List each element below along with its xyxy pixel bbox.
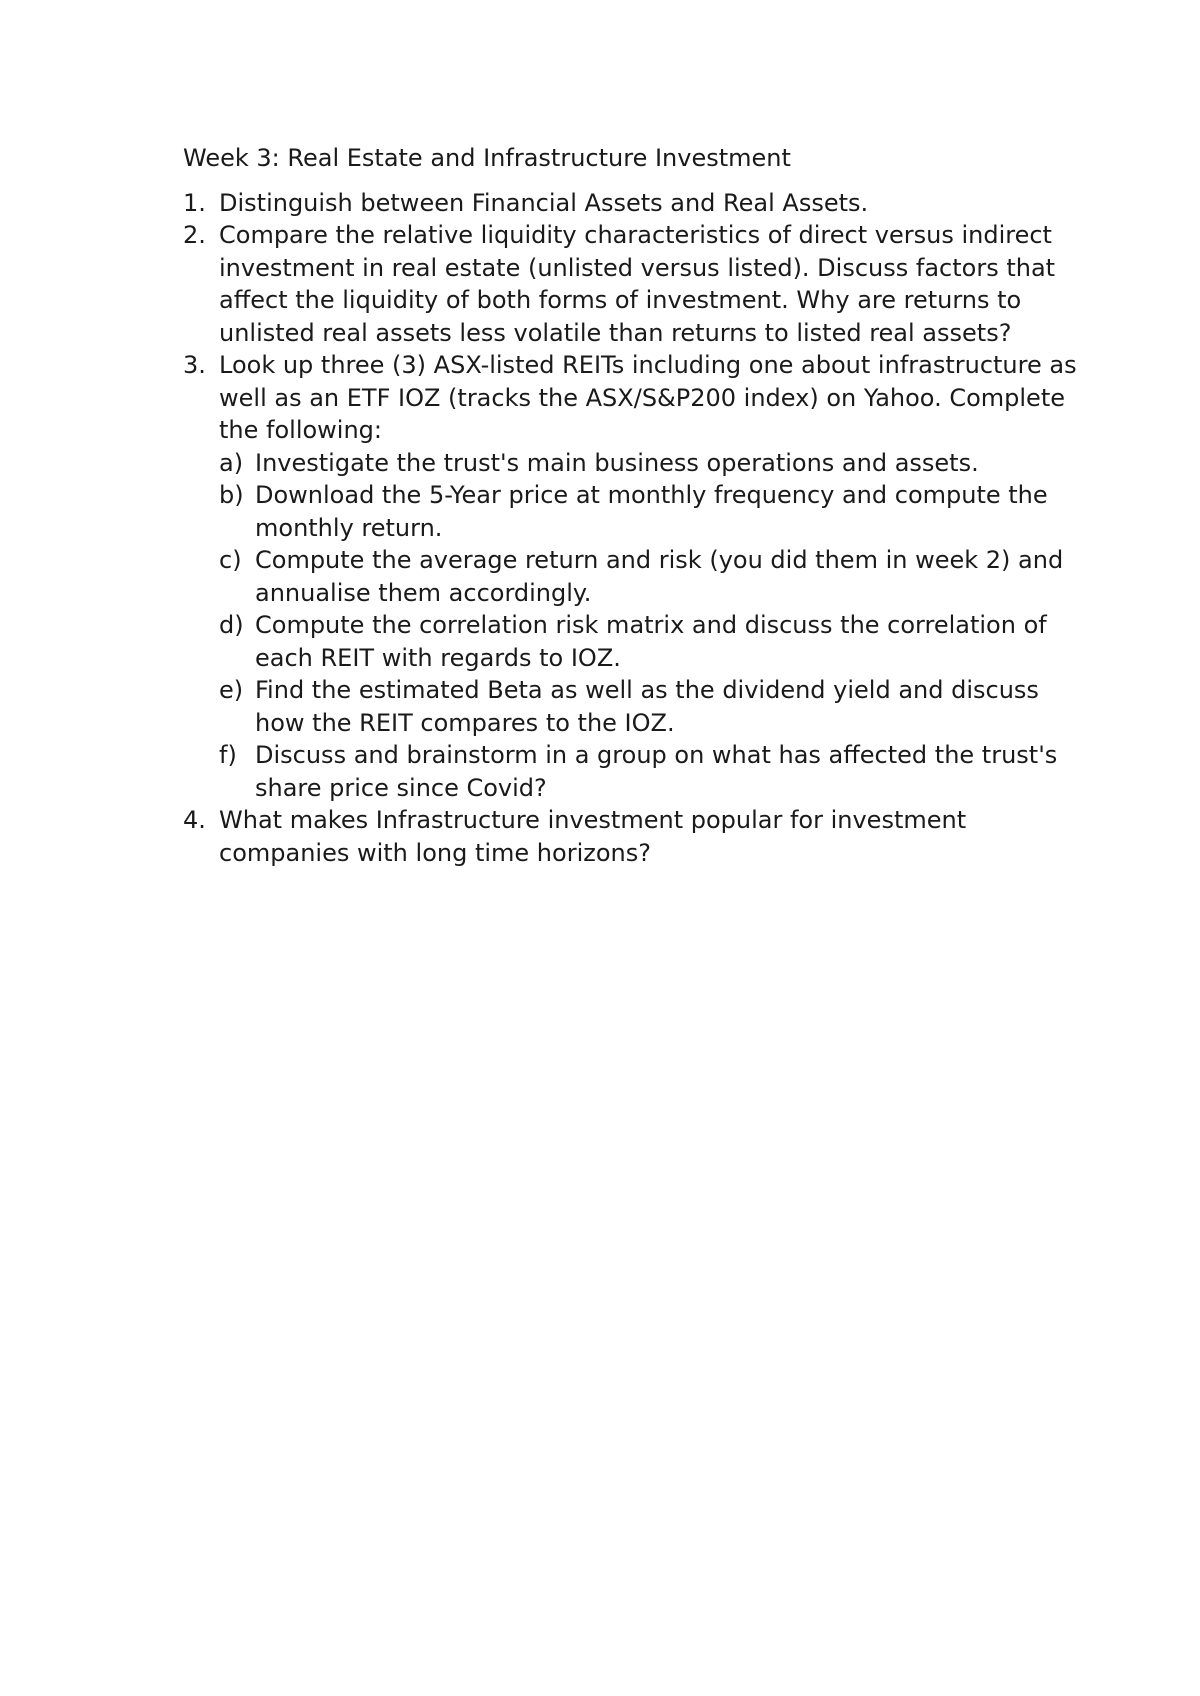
subquestion-d — [219, 609, 1083, 674]
subquestion-a — [219, 447, 1083, 480]
subquestion-label: a) — [219, 448, 244, 477]
question-list — [183, 187, 1083, 870]
subquestion-text: Find the estimated Beta as well as the dividend yield and discuss how the REIT compares to the IOZ. — [255, 676, 1039, 737]
subquestion-b — [219, 479, 1083, 544]
subquestion-f — [219, 739, 1083, 804]
subquestion-text: Investigate the trust's main business operations and assets. — [255, 448, 979, 477]
question-2 — [183, 219, 1083, 349]
subquestion-text: Compute the correlation risk matrix and discuss the correlation of each REIT with regards to IOZ. — [255, 611, 1047, 672]
question-number: 1. — [183, 188, 206, 217]
subquestion-e — [219, 674, 1083, 739]
document-title: Week 3: Real Estate and Infrastructure Investment — [183, 144, 791, 172]
subquestion-text: Compute the average return and risk (you did them in week 2) and annualise them accordingly. — [255, 546, 1064, 607]
subquestion-list — [219, 447, 1083, 805]
subquestion-label: d) — [219, 611, 244, 639]
subquestion-label: c) — [219, 546, 242, 574]
subquestion-c — [219, 544, 1083, 609]
subquestion-text: Discuss and brainstorm in a group on what has affected the trust's share price since Covid? — [255, 741, 1058, 802]
subquestion-text: Download the 5-Year price at monthly frequency and compute the monthly return. — [255, 481, 1048, 542]
question-1 — [183, 187, 1083, 220]
subquestion-label: f) — [219, 741, 237, 769]
question-text: What makes Infrastructure investment popular for investment companies with long time horizons? — [219, 806, 967, 867]
question-4 — [183, 804, 1083, 869]
subquestion-label: b) — [219, 481, 244, 509]
question-number: 4. — [183, 806, 206, 834]
question-text: Look up three (3) ASX-listed REITs including one about infrastructure as well as an ETF IOZ (tracks the ASX/S&P200 index) on Yahoo. Complete the following: — [219, 351, 1077, 444]
question-text: Compare the relative liquidity characteristics of direct versus indirect investment in real estate (unlisted versus listed). Discuss factors that affect the liquidity of both forms of investment. Why are returns to unlisted real assets less volatile than returns to listed real assets? — [219, 221, 1056, 347]
question-number: 3. — [183, 351, 206, 379]
question-text: Distinguish between Financial Assets and Real Assets. — [219, 188, 869, 217]
question-number: 2. — [183, 221, 206, 249]
subquestion-label: e) — [219, 676, 244, 704]
question-3 — [183, 349, 1083, 804]
document-page — [183, 142, 1083, 869]
